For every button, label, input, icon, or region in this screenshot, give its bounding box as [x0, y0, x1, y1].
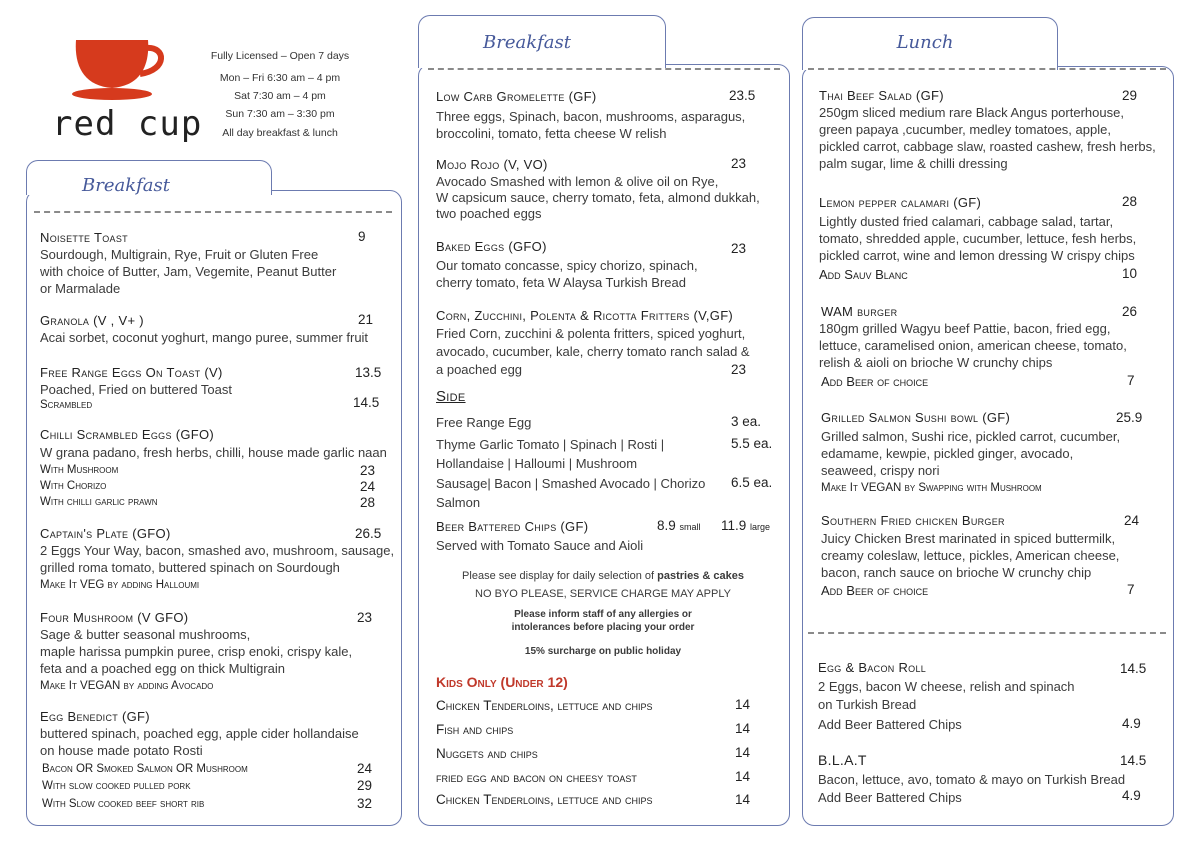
item-desc: cherry tomato, feta W Alaysa Turkish Bread	[436, 275, 686, 290]
item-price: 14.5	[1120, 753, 1147, 768]
item-desc: bacon, ranch sauce on brioche W crunchy chip	[821, 565, 1092, 580]
option-price: 14.5	[353, 395, 380, 410]
item-desc: W capsicum sauce, cherry tomato, feta, almond dukkah,	[436, 190, 760, 205]
side-egg-price: 3 ea.	[731, 414, 762, 429]
divider	[428, 68, 780, 70]
item-desc: a poached egg	[436, 362, 523, 377]
item-desc: 2 Eggs Your Way, bacon, smashed avo, mushroom, sausage,	[40, 543, 395, 558]
item-option: Make It VEG by adding Halloumi	[40, 579, 200, 591]
item-desc: two poached eggs	[436, 206, 542, 221]
item-name: Thai Beef Salad (GF)	[819, 88, 944, 103]
chips-small-price	[657, 518, 701, 533]
item-option: Add Beer of choice	[821, 583, 929, 598]
option-price: 10	[1122, 266, 1138, 281]
all-day-text: All day breakfast & lunch	[222, 127, 338, 139]
kids-price: 14	[735, 697, 751, 712]
item-desc: Sage & butter seasonal mushrooms,	[40, 627, 251, 642]
item-price: 14.5	[1120, 661, 1147, 676]
item-desc: or Marmalade	[40, 281, 121, 296]
item-desc: buttered spinach, poached egg, apple cider hollandaise	[40, 726, 359, 741]
side-line-price: 5.5 ea.	[731, 436, 773, 451]
kids-item: fried egg and bacon on cheesy toast	[436, 770, 637, 785]
hours-sunday: Sun 7:30 am – 3:30 pm	[225, 108, 335, 120]
chips-large-label: large	[750, 522, 771, 532]
item-price: 28	[1122, 194, 1138, 209]
item-desc: pickled carrot, wine and lemon dressing W crispy chips	[819, 248, 1135, 263]
item-desc: Lightly dusted fried calamari, cabbage salad, tartar,	[819, 214, 1114, 229]
allergy-note-1: Please inform staff of any allergies or	[514, 609, 692, 620]
item-name: Noisette Toast	[40, 230, 128, 245]
item-desc: seaweed, crispy nori	[821, 463, 940, 478]
item-option: Make It VEGAN by adding Avocado	[40, 680, 214, 692]
side-line: Thyme Garlic Tomato | Spinach | Rosti |	[436, 437, 665, 452]
item-option: With slow cooked pulled pork	[42, 780, 191, 792]
option-price: 28	[360, 495, 376, 510]
item-name: Baked Eggs (GFO)	[436, 239, 547, 254]
item-name: Four Mushroom (V GFO)	[40, 610, 189, 625]
side-egg: Free Range Egg	[436, 415, 532, 430]
item-name: Captain's Plate (GFO)	[40, 526, 171, 541]
chips-large-price	[721, 518, 770, 533]
item-price: 23.5	[729, 88, 756, 103]
item-price: 23	[731, 241, 747, 256]
item-option: With Chorizo	[40, 480, 107, 492]
side-line: Hollandaise | Halloumi | Mushroom	[436, 456, 638, 471]
kids-item: Chicken Tenderloins, lettuce and chips	[436, 698, 653, 713]
chips-small-label: small	[679, 522, 701, 532]
option-price: 7	[1127, 373, 1135, 388]
item-desc: tomato, shredded apple, cucumber, lettuce, fesh herbs,	[819, 231, 1137, 246]
item-option: Add Beer Battered Chips	[818, 717, 962, 732]
item-name: Lemon pepper calamari (GF)	[819, 195, 982, 210]
kids-price: 14	[735, 792, 751, 807]
kids-price: 14	[735, 745, 751, 760]
item-option: Add Beer Battered Chips	[818, 790, 962, 805]
item-desc: avocado, cucumber, kale, cherry tomato ranch salad &	[436, 344, 750, 359]
item-option: Make It VEGAN by Swapping with Mushroom	[821, 482, 1042, 494]
item-name: Southern Fried chicken Burger	[821, 513, 1005, 528]
item-option: Bacon OR Smoked Salmon OR Mushroom	[42, 763, 248, 775]
item-price: 29	[1122, 88, 1138, 103]
item-option: Add Beer of choice	[821, 374, 929, 389]
item-name: Low Carb Gromelette (GF)	[436, 89, 597, 104]
kids-item: Nuggets and chips	[436, 746, 538, 761]
item-price: 23	[357, 610, 373, 625]
item-desc: grilled roma tomato, buttered spinach on Sourdough	[40, 560, 340, 575]
item-desc: creamy coleslaw, lettuce, pickles, American cheese,	[821, 548, 1120, 563]
side-line: Salmon	[436, 495, 481, 510]
item-desc: 2 Eggs, bacon W cheese, relish and spinach	[818, 679, 1075, 694]
kids-item: Fish and chips	[436, 722, 514, 737]
item-desc: Three eggs, Spinach, bacon, mushrooms, asparagus,	[436, 109, 746, 124]
allergy-note-2: intolerances before placing your order	[511, 622, 695, 633]
logo-text: red cup	[52, 104, 203, 144]
item-name: Grilled Salmon Sushi bowl (GF)	[821, 410, 1011, 425]
item-price: 21	[358, 312, 374, 327]
option-price: 7	[1127, 582, 1135, 597]
item-name: Egg & Bacon Roll	[818, 660, 927, 675]
item-desc: edamame, kewpie, pickled ginger, avocado,	[821, 446, 1074, 461]
item-price: 26.5	[355, 526, 382, 541]
side-title	[436, 388, 466, 405]
surcharge-note: 15% surcharge on public holiday	[524, 646, 682, 657]
item-option: With Slow cooked beef short rib	[42, 798, 205, 810]
item-option: With Mushroom	[40, 464, 119, 476]
lunch-title: Lunch	[896, 32, 954, 53]
item-name: Free Range Eggs On Toast (V)	[40, 365, 223, 380]
item-desc: Acai sorbet, coconut yoghurt, mango puree, summer fruit	[40, 330, 369, 345]
option-price: 24	[360, 479, 376, 494]
item-price: 23	[731, 156, 747, 171]
kids-item: Chicken Tenderloins, lettuce and chips	[436, 792, 653, 807]
item-desc: Fried Corn, zucchini & polenta fritters, spiced yoghurt,	[436, 326, 746, 341]
item-name: WAM burger	[821, 304, 898, 319]
item-desc: W grana padano, fresh herbs, chilli, house made garlic naan	[40, 445, 387, 460]
item-desc: Served with Tomato Sauce and Aioli	[436, 538, 644, 553]
item-desc: pickled carrot, cabbage slaw, roasted cashew, fresh herbs,	[819, 139, 1156, 154]
item-price: 23	[731, 362, 747, 377]
hours-weekday: Mon – Fri 6:30 am – 4 pm	[219, 72, 341, 84]
item-desc: relish & aioli on brioche W crunchy chips	[819, 355, 1053, 370]
item-name: Corn, Zucchini, Polenta & Ricotta Fritters (V,GF)	[436, 308, 734, 323]
item-desc: lettuce, caramelised onion, american cheese, tomato,	[819, 338, 1127, 353]
kids-title: Kids Only (Under 12)	[436, 674, 568, 690]
divider	[808, 68, 1166, 70]
side-line-price: 6.5 ea.	[731, 475, 773, 490]
item-price: 9	[358, 229, 366, 244]
item-option: With chilli garlic prawn	[40, 496, 158, 508]
chips-large-value: 11.9	[721, 518, 747, 533]
byo-note: NO BYO PLEASE, SERVICE CHARGE MAY APPLY	[475, 588, 731, 600]
item-desc: maple harissa pumpkin puree, crisp enoki, crispy kale,	[40, 644, 353, 659]
pastries-note-a: Please see display for daily selection of	[462, 570, 655, 582]
item-name: Chilli Scrambled Eggs (GFO)	[40, 427, 215, 442]
breakfast-tab-2	[418, 15, 666, 68]
option-price: 24	[357, 761, 373, 776]
option-price: 29	[357, 778, 373, 793]
breakfast-tab-1	[26, 160, 272, 195]
option-price: 32	[357, 796, 373, 811]
divider	[34, 211, 392, 213]
item-desc: 250gm sliced medium rare Black Angus porterhouse,	[819, 105, 1124, 120]
item-desc: with choice of Butter, Jam, Vegemite, Peanut Butter	[40, 264, 337, 279]
item-desc: Bacon, lettuce, avo, tomato & mayo on Turkish Bread	[818, 772, 1126, 787]
item-desc: feta and a poached egg on thick Multigrain	[40, 661, 286, 676]
item-name: B.L.A.T	[818, 752, 867, 768]
option-price: 4.9	[1122, 788, 1141, 803]
item-option: Add Sauv Blanc	[819, 267, 908, 282]
divider	[808, 632, 1166, 634]
pastries-note	[420, 570, 786, 582]
breakfast-title-2: Breakfast	[483, 32, 571, 53]
hours-saturday: Sat 7:30 am – 4 pm	[234, 90, 326, 102]
item-desc: broccolini, tomato, fetta cheese W relish	[436, 126, 667, 141]
item-desc: Poached, Fried on buttered Toast	[40, 382, 232, 397]
item-desc: 180gm grilled Wagyu beef Pattie, bacon, fried egg,	[819, 321, 1111, 336]
item-desc: on house made potato Rosti	[40, 743, 203, 758]
item-price: 25.9	[1116, 410, 1143, 425]
licensed-text: Fully Licensed – Open 7 days	[210, 50, 350, 62]
item-name: Beer Battered Chips (GF)	[436, 519, 589, 534]
item-name: Granola (V , V+ )	[40, 313, 144, 328]
item-desc: on Turkish Bread	[818, 697, 917, 712]
item-price: 13.5	[355, 365, 382, 380]
item-desc: green papaya ,cucumber, medley tomatoes, apple,	[819, 122, 1111, 137]
item-price: 24	[1124, 513, 1140, 528]
item-name: Egg Benedict (GF)	[40, 709, 150, 724]
item-name: Mojo Rojo (V, VO)	[436, 157, 548, 172]
pastries-note-b: pastries & cakes	[657, 570, 744, 582]
side-line: Sausage| Bacon | Smashed Avocado | Chorizo	[436, 476, 706, 491]
item-desc: palm sugar, lime & chilli dressing	[819, 156, 1008, 171]
item-desc: Avocado Smashed with lemon & olive oil on Rye,	[436, 174, 719, 189]
item-desc: Our tomato concasse, spicy chorizo, spinach,	[436, 258, 698, 273]
option-price: 23	[360, 463, 376, 478]
item-desc: Grilled salmon, Sushi rice, pickled carrot, cucumber,	[821, 429, 1121, 444]
item-desc: Juicy Chicken Brest marinated in spiced buttermilk,	[821, 531, 1116, 546]
side-title-text: Side	[436, 388, 466, 405]
item-price: 26	[1122, 304, 1138, 319]
kids-price: 14	[735, 769, 751, 784]
item-option: Scrambled	[40, 399, 93, 411]
breakfast-title-1: Breakfast	[82, 175, 170, 196]
lunch-tab	[802, 17, 1058, 70]
chips-small-value: 8.9	[657, 518, 676, 533]
option-price: 4.9	[1122, 716, 1141, 731]
kids-price: 14	[735, 721, 751, 736]
item-desc: Sourdough, Multigrain, Rye, Fruit or Gluten Free	[40, 247, 319, 262]
